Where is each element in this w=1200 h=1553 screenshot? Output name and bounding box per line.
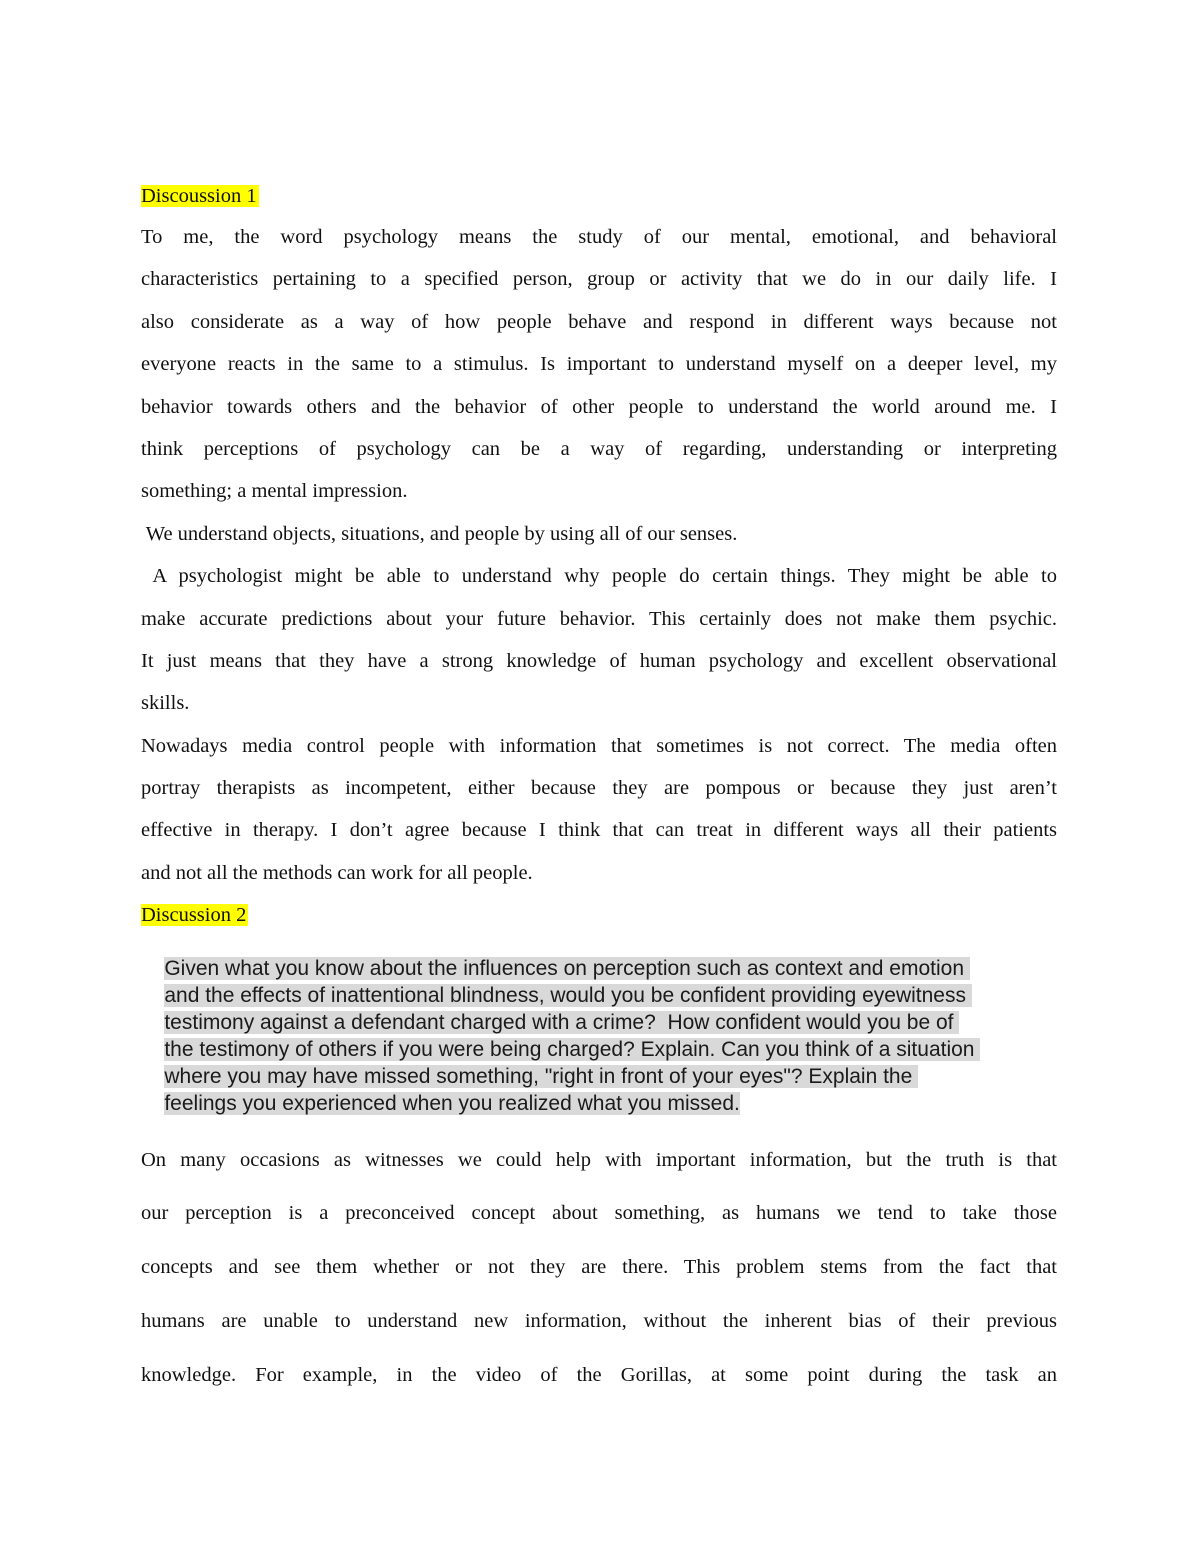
discussion-1-heading-text: Discoussion 1 [141,185,257,207]
prompt-line [141,1063,740,1144]
discussion-1-line: Nowadays media control people with information that sometimes is not correct. The media often [141,735,1057,757]
discussion-1-line: make accurate predictions about your future behavior. This certainly does not make them psychic. [141,608,1057,630]
discussion-1-line: and not all the methods can work for all people. [141,862,533,884]
discussion-1-line: think perceptions of psychology can be a way of regarding, understanding or interpreting [141,438,1057,460]
discussion-2-heading [141,902,248,928]
prompt-line-text: and the effects of inattentional blindness, would you be confident providing eyewitness [164,984,972,1007]
discussion-1-line: also considerate as a way of how people behave and respond in different ways because not [141,311,1057,333]
prompt-line-text: feelings you experienced when you realized what you missed. [164,1092,740,1115]
discussion-2-line: knowledge. For example, in the video of the Gorillas, at some point during the task an [141,1364,1057,1386]
discussion-1-line: portray therapists as incompetent, either because they are pompous or because they just aren’t [141,777,1057,799]
discussion-1-line: behavior towards others and the behavior of other people to understand the world around me. I [141,396,1057,418]
discussion-1-line: A psychologist might be able to understand why people do certain things. They might be able to [141,565,1057,587]
discussion-1-line: characteristics pertaining to a specified person, group or activity that we do in our daily life. I [141,268,1057,290]
discussion-1-line: To me, the word psychology means the study of our mental, emotional, and behavioral [141,226,1057,248]
discussion-1-heading [141,183,259,209]
discussion-1-line: We understand objects, situations, and people by using all of our senses. [141,523,738,545]
discussion-2-line: our perception is a preconceived concept about something, as humans we tend to take those [141,1202,1057,1224]
discussion-1-line: skills. [141,692,190,714]
discussion-1-line: effective in therapy. I don’t agree because I think that can treat in different ways all their patients [141,819,1057,841]
prompt-line-text: Given what you know about the influences on perception such as context and emotion [164,957,970,980]
prompt-line-text: testimony against a defendant charged with a crime? How confident would you be of [164,1011,960,1034]
discussion-2-line: On many occasions as witnesses we could help with important information, but the truth is that [141,1149,1057,1171]
prompt-line-text: where you may have missed something, "right in front of your eyes"? Explain the [164,1065,919,1088]
discussion-1-line: everyone reacts in the same to a stimulus. Is important to understand myself on a deeper level, my [141,353,1057,375]
discussion-1-line: something; a mental impression. [141,480,408,502]
discussion-2-line: humans are unable to understand new information, without the inherent bias of their previous [141,1310,1057,1332]
discussion-2-heading-text: Discussion 2 [141,904,247,926]
discussion-2-line: concepts and see them whether or not they are there. This problem stems from the fact that [141,1256,1057,1278]
discussion-1-line: It just means that they have a strong knowledge of human psychology and excellent observational [141,650,1057,672]
prompt-line-text: the testimony of others if you were being charged? Explain. Can you think of a situation [164,1038,981,1061]
